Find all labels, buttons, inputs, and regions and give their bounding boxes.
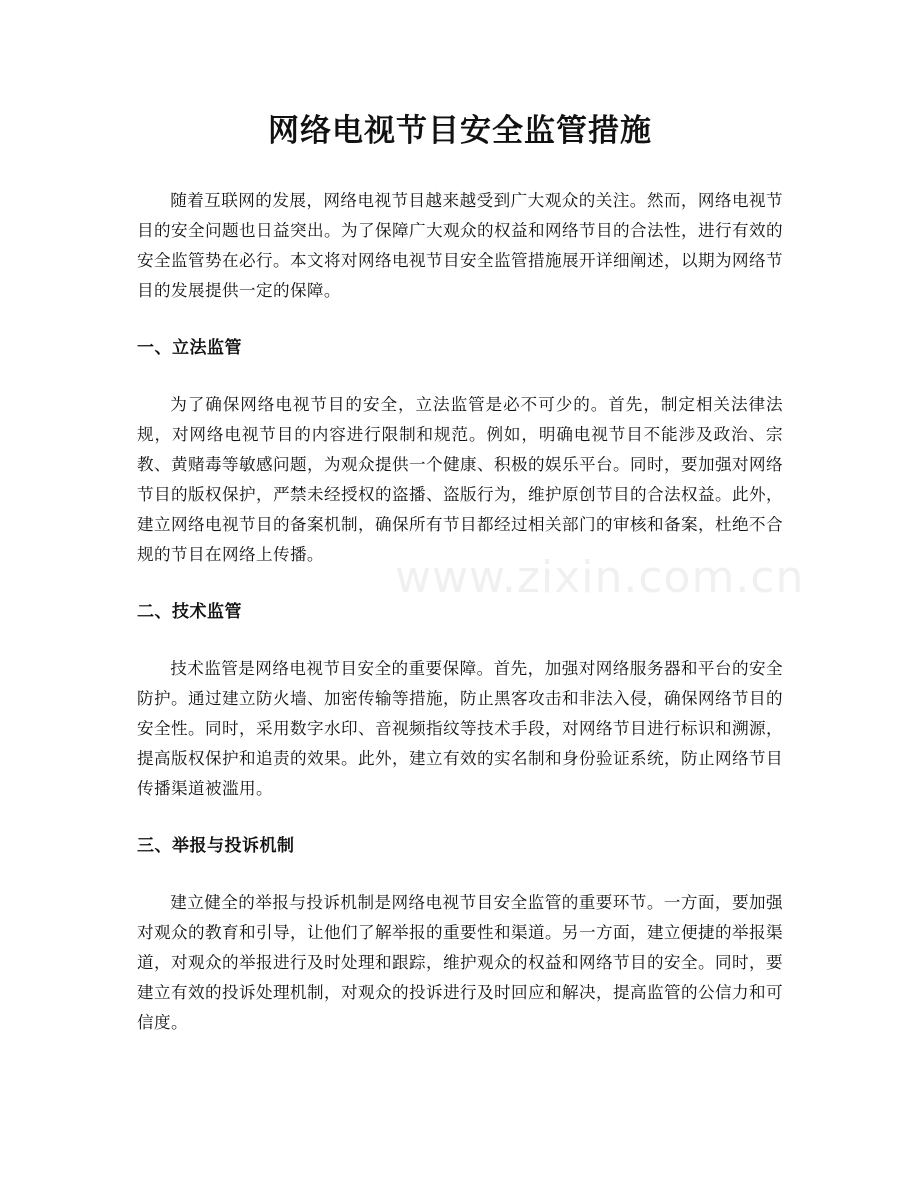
section-body-technology: 技术监管是网络电视节目安全的重要保障。首先，加强对网络服务器和平台的安全防护。通过建立防火墙、加密传输等措施，防止黑客攻击和非法入侵，确保网络节目的安全性。同时，采用数字水印、音视频指纹等技术手段，对网络节目进行标识和溯源，提高版权保护和追责的效果。此外，建立有效的实名制和身份验证系统，防止网络节目传播渠道被滥用。: [137, 659, 783, 798]
document-body: [137, 186, 783, 1038]
section-heading-technology: 二、技术监管: [137, 602, 242, 622]
section-heading-reporting: 三、举报与投诉机制: [137, 836, 295, 856]
watermark: www.zixin.com.cn: [395, 552, 805, 603]
section-heading-legislation: 一、立法监管: [137, 338, 242, 358]
section-body-reporting: 建立健全的举报与投诉机制是网络电视节目安全监管的重要环节。一方面，要加强对观众的教育和引导，让他们了解举报的重要性和渠道。另一方面，建立便捷的举报渠道，对观众的举报进行及时处理和跟踪，维护观众的权益和网络节目的安全。同时，要建立有效的投诉处理机制，对观众的投诉进行及时回应和解决，提高监管的公信力和可信度。: [137, 893, 783, 1032]
intro-paragraph: 随着互联网的发展，网络电视节目越来越受到广大观众的关注。然而，网络电视节目的安全问题也日益突出。为了保障广大观众的权益和网络节目的合法性，进行有效的安全监管势在必行。本文将对网络电视节目安全监管措施展开详细阐述，以期为网络节目的发展提供一定的保障。: [137, 191, 783, 300]
document-title: 网络电视节目安全监管措施: [268, 113, 652, 149]
section-body-legislation: 为了确保网络电视节目的安全，立法监管是必不可少的。首先，制定相关法律法规，对网络电视节目的内容进行限制和规范。例如，明确电视节目不能涉及政治、宗教、黄赌毒等敏感问题，为观众提供一个健康、积极的娱乐平台。同时，要加强对网络节目的版权保护，严禁未经授权的盗播、盗版行为，维护原创节目的合法权益。此外，建立网络电视节目的备案机制，确保所有节目都经过相关部门的审核和备案，杜绝不合规的节目在网络上传播。: [137, 395, 783, 564]
